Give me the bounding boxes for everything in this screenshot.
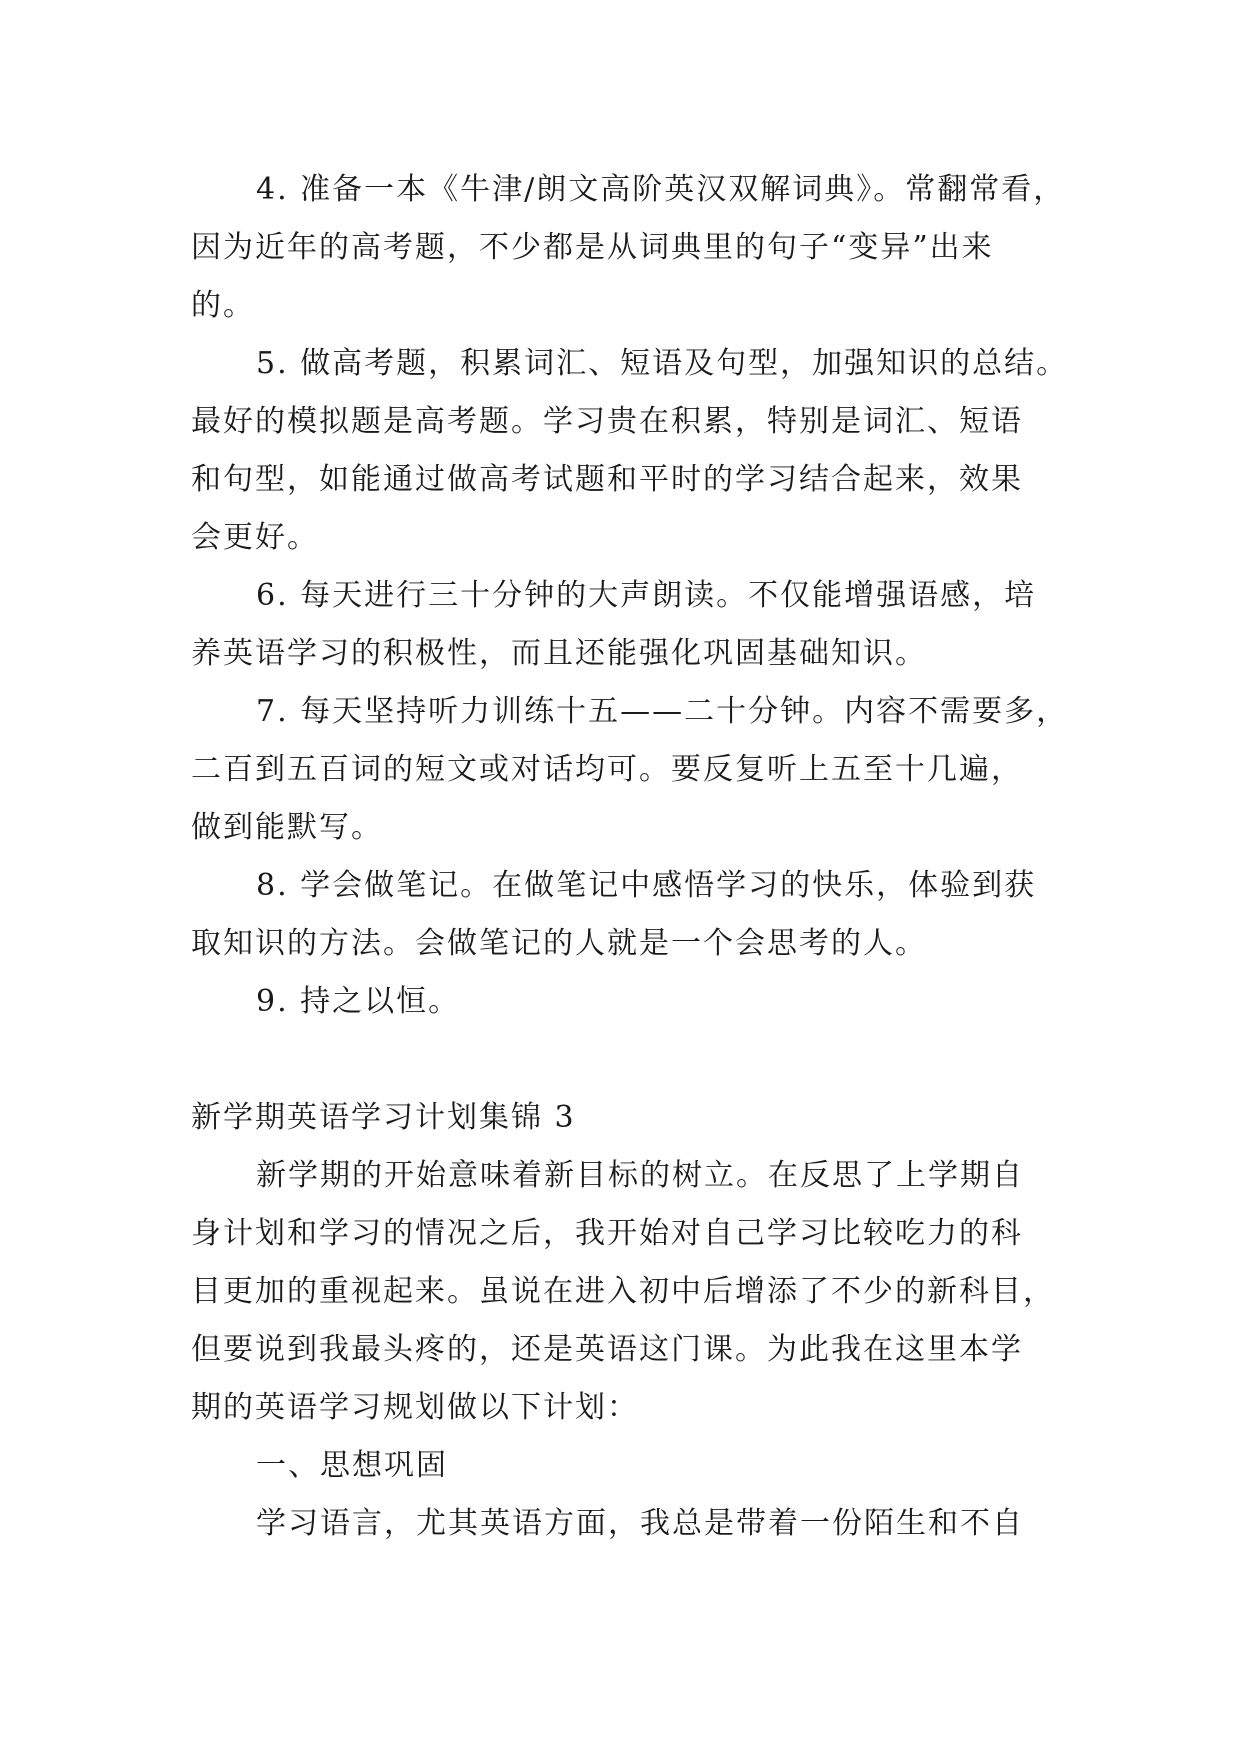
- intro-line-2: 身计划和学习的情况之后，我开始对自己学习比较吃力的科: [191, 1216, 1023, 1251]
- section-title: 新学期英语学习计划集锦 3: [191, 1100, 576, 1135]
- item5-line-2: 最好的模拟题是高考题。学习贵在积累，特别是词汇、短语: [191, 404, 1023, 439]
- last-paragraph-line-1: 学习语言，尤其英语方面，我总是带着一份陌生和不自: [256, 1506, 1024, 1541]
- item9-line-1: 9. 持之以恒。: [256, 984, 461, 1019]
- item8-line-1: 8. 学会做笔记。在做笔记中感悟学习的快乐，体验到获: [256, 868, 1037, 903]
- item7-line-2: 二百到五百词的短文或对话均可。要反复听上五至十几遍，: [191, 752, 1023, 787]
- item7-line-3: 做到能默写。: [191, 810, 383, 845]
- item6-line-1: 6. 每天进行三十分钟的大声朗读。不仅能增强语感，培: [256, 578, 1037, 613]
- intro-line-4: 但要说到我最头疼的，还是英语这门课。为此我在这里本学: [191, 1332, 1023, 1367]
- item7-line-1: 7. 每天坚持听力训练十五——二十分钟。内容不需要多，: [256, 694, 1069, 729]
- item8-line-2: 取知识的方法。会做笔记的人就是一个会思考的人。: [191, 926, 927, 961]
- intro-line-1: 新学期的开始意味着新目标的树立。在反思了上学期自: [256, 1158, 1024, 1193]
- item5-line-4: 会更好。: [191, 520, 319, 555]
- intro-line-3: 目更加的重视起来。虽说在进入初中后增添了不少的新科目，: [191, 1274, 1055, 1309]
- item6-line-2: 养英语学习的积极性，而且还能强化巩固基础知识。: [191, 636, 927, 671]
- item5-line-1: 5. 做高考题，积累词汇、短语及句型，加强知识的总结。: [256, 346, 1069, 381]
- item4-line-2: 因为近年的高考题，不少都是从词典里的句子“变异”出来: [191, 230, 994, 265]
- subheading: 一、思想巩固: [256, 1448, 448, 1483]
- intro-line-5: 期的英语学习规划做以下计划：: [191, 1390, 639, 1425]
- item5-line-3: 和句型，如能通过做高考试题和平时的学习结合起来，效果: [191, 462, 1023, 497]
- item4-line-3: 的。: [191, 288, 255, 323]
- item4-line-1: 4. 准备一本《牛津/朗文高阶英汉双解词典》。常翻常看，: [256, 172, 1066, 207]
